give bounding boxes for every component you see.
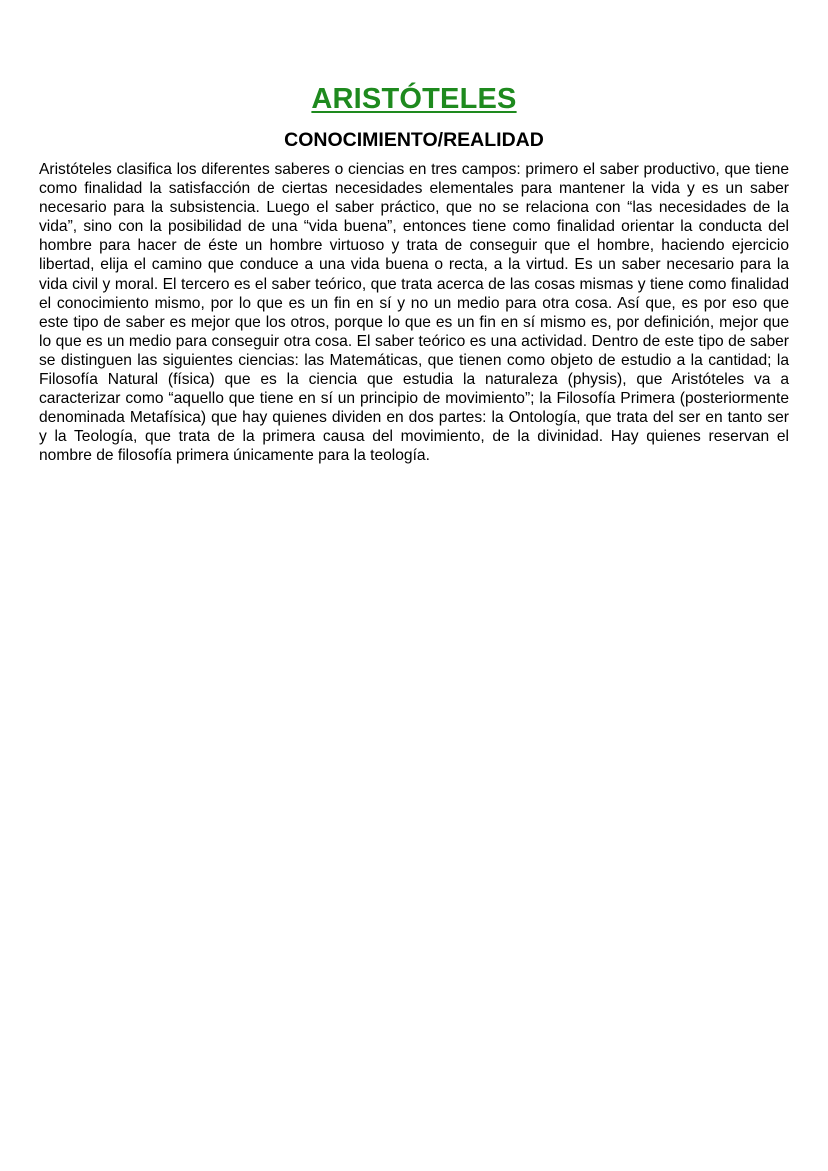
title-text: ARISTÓTELES: [311, 83, 517, 115]
page-subtitle: CONOCIMIENTO/REALIDAD: [284, 129, 544, 151]
body-paragraph: Aristóteles clasifica los diferentes saberes o ciencias en tres campos: primero el saber productivo, que tiene como finalidad la satisfacción de ciertas necesidades elementales para mantener la vida y es un saber necesario para la subsistencia. Luego el saber práctico, que no se relaciona con “las necesidades de la vida”, sino con la posibilidad de una “vida buena”, entonces tiene como finalidad orientar la conducta del hombre para hacer de éste un hombre virtuoso y trata de conseguir que el hombre, haciendo ejercicio libertad, elija el camino que conduce a una vida buena o recta, a la virtud. Es un saber necesario para la vida civil y moral. El tercero es el saber teórico, que trata acerca de las cosas mismas y tiene como finalidad el conocimiento mismo, por lo que es un fin en sí y no un medio para otra cosa. Así que, es por eso que este tipo de saber es mejor que los otros, porque lo que es un fin en sí mismo es, por definición, mejor que lo que es un medio para conseguir otra cosa. El saber teórico es una actividad. Dentro de este tipo de saber se distinguen las siguientes ciencias: las Matemáticas, que tienen como objeto de estudio a la cantidad; la Filosofía Natural (física) que es la ciencia que estudia la naturaleza (physis), que Aristóteles va a caracterizar como “aquello que tiene en sí un principio de movimiento”; la Filosofía Primera (posteriormente denominada Metafísica) que hay quienes dividen en dos partes: la Ontología, que trata del ser en tanto ser y la Teología, que trata de la primera causa del movimiento, de la divinidad. Hay quienes reservan el nombre de filosofía primera únicamente para la teología.: [39, 161, 789, 465]
page-title: [39, 82, 789, 116]
